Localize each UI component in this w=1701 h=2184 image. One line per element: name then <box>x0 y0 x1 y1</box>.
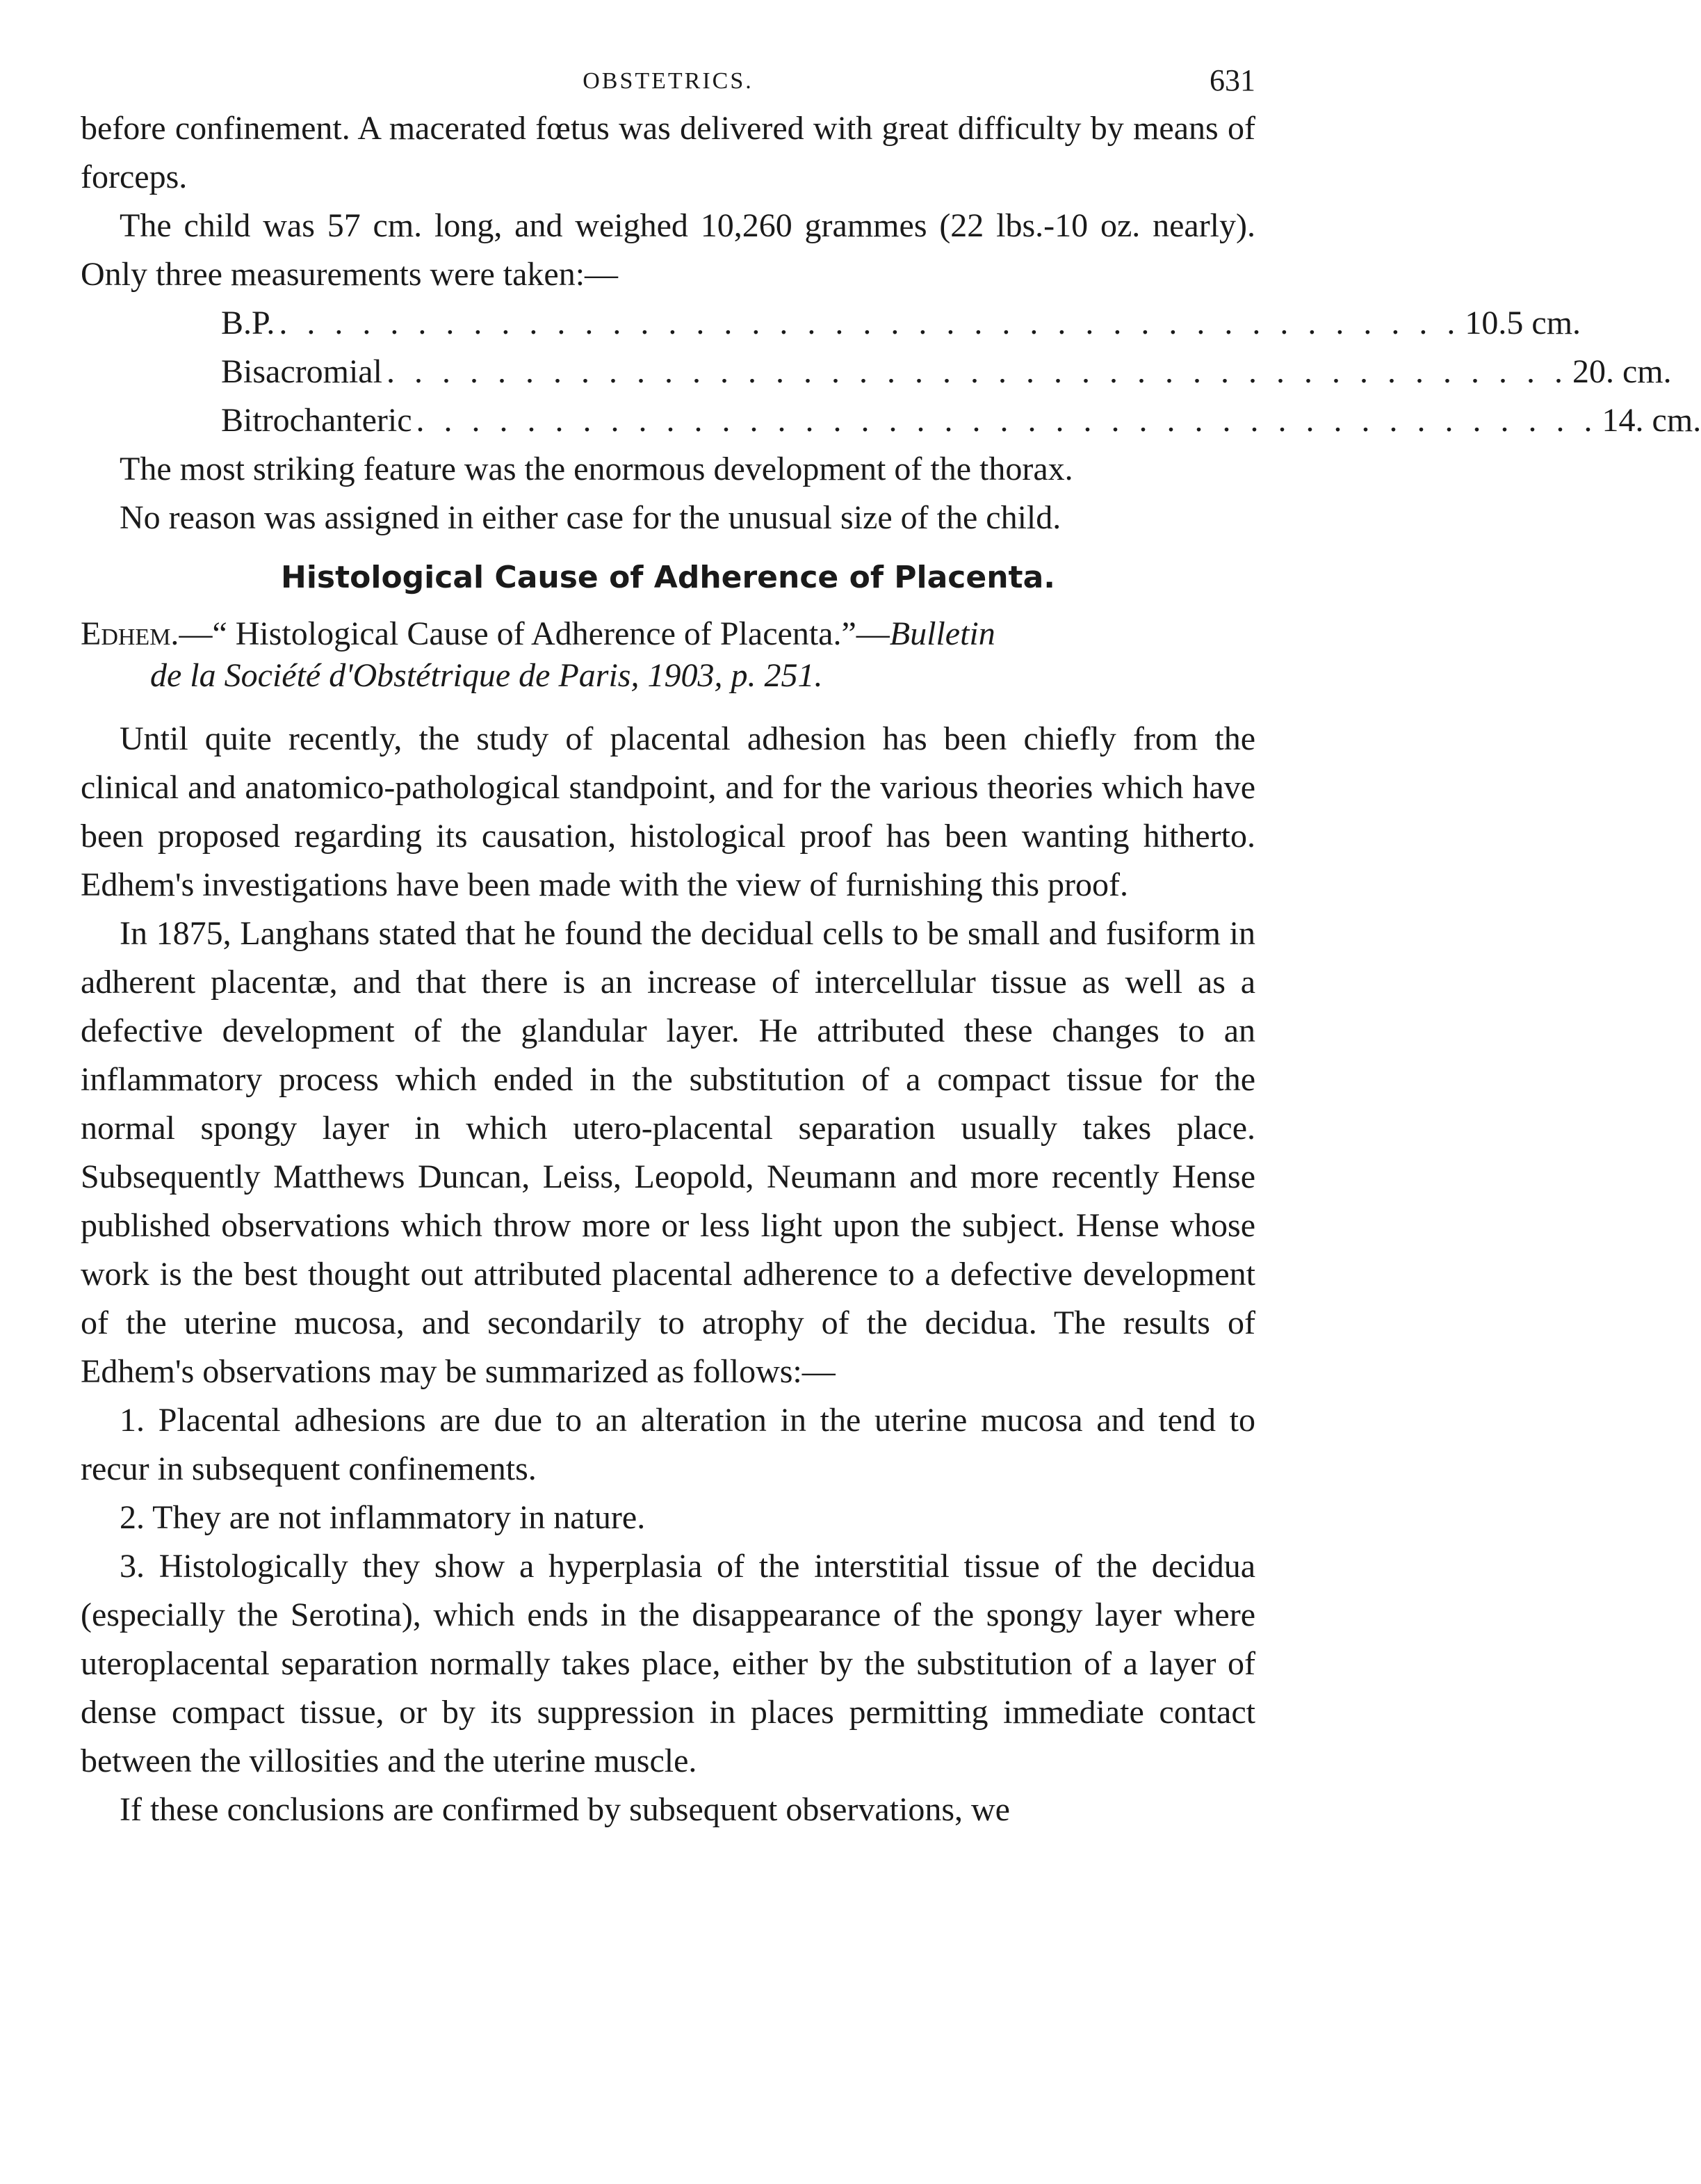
measurement-value: 20. cm. <box>1572 353 1672 390</box>
citation-line <box>81 613 1255 655</box>
measurement-value: 10.5 cm. <box>1465 305 1581 341</box>
dot-leader: . . . . . . . . . . . . . . . . . . . . . . . . . . . . . . . . . . . . . . . . . . . <box>279 305 1461 341</box>
citation-journal: Bulletin <box>889 615 995 652</box>
paragraph-no-reason: No reason was assigned in either case for the unusual size of the child. <box>120 499 1061 536</box>
page-number: 631 <box>1210 63 1255 97</box>
measurement-row <box>221 299 1581 348</box>
paragraph-closing: If these conclusions are confirmed by subsequent observations, we <box>120 1791 1010 1828</box>
citation-title: —“ Histological Cause of Adherence of Placenta.”— <box>179 615 890 652</box>
measurement-label: Bitrochanteric <box>221 402 412 439</box>
list-item: 2. They are not inflammatory in nature. <box>120 1499 646 1536</box>
citation <box>81 613 1255 697</box>
page-header <box>81 63 1255 104</box>
list-item: 1. Placental adhesions are due to an alteration in the uterine mucosa and tend to recur in subsequent confinements. <box>81 1402 1255 1487</box>
paragraph-child-size: The child was 57 cm. long, and weighed 10,260 grammes (22 lbs.-10 oz. nearly). Only three measurements were taken:— <box>81 207 1255 293</box>
running-head: OBSTETRICS. <box>583 68 754 94</box>
paragraph-langhans: In 1875, Langhans stated that he found the decidual cells to be small and fusiform in adherent placentæ, and that there is an increase of intercellular tissue as well as a defective development of the glandular layer. He attributed these changes to an inflammatory process which ended in the substitution of a compact tissue for the normal spongy layer in which utero-placental separation usually takes place. Subsequently Matthews Duncan, Leiss, Leopold, Neumann and more recently Hense published observations which throw more or less light upon the subject. Hense whose work is the best thought out attributed placental adherence to a defective development of the uterine mucosa, and secondarily to atrophy of the decidua. The results of Edhem's observations may be summarized as follows:— <box>81 915 1255 1390</box>
measurements-table <box>221 299 1701 445</box>
paragraph-until-recently: Until quite recently, the study of placental adhesion has been chiefly from the clinical and anatomico-pathological standpoint, and for the various theories which have been proposed regarding its causation, histological proof has been wanting hitherto. Edhem's investigations have been made with the view of furnishing this proof. <box>81 720 1255 903</box>
list-item: 3. Histologically they show a hyperplasia of the interstitial tissue of the decidua (especially the Serotina), which ends in the disappearance of the spongy layer where uteroplacental separation normally takes place, either by the substitution of a layer of dense compact tissue, or by its suppression in places permitting immediate contact between the villosities and the uterine muscle. <box>81 1548 1255 1779</box>
measurement-row <box>221 348 1672 396</box>
paragraph-continuation: before confinement. A macerated fœtus was delivered with great difficulty by means of forceps. <box>81 110 1255 195</box>
citation-author: Edhem. <box>81 615 179 652</box>
measurement-value: 14. cm. <box>1602 402 1701 439</box>
measurement-label: Bisacromial <box>221 353 382 390</box>
measurement-row <box>221 396 1701 445</box>
section-heading: Histological Cause of Adherence of Placenta. <box>281 560 1055 595</box>
page <box>81 63 1701 1834</box>
dot-leader: . . . . . . . . . . . . . . . . . . . . . . . . . . . . . . . . . . . . . . . . . . . <box>386 353 1568 390</box>
citation-journal-continued: de la Société d'Obstétrique de Paris, 1903, p. 251. <box>150 657 823 694</box>
measurement-label: B.P. <box>221 305 275 341</box>
dot-leader: . . . . . . . . . . . . . . . . . . . . . . . . . . . . . . . . . . . . . . . . . . . <box>416 402 1598 439</box>
paragraph-thorax: The most striking feature was the enormous development of the thorax. <box>120 451 1073 487</box>
